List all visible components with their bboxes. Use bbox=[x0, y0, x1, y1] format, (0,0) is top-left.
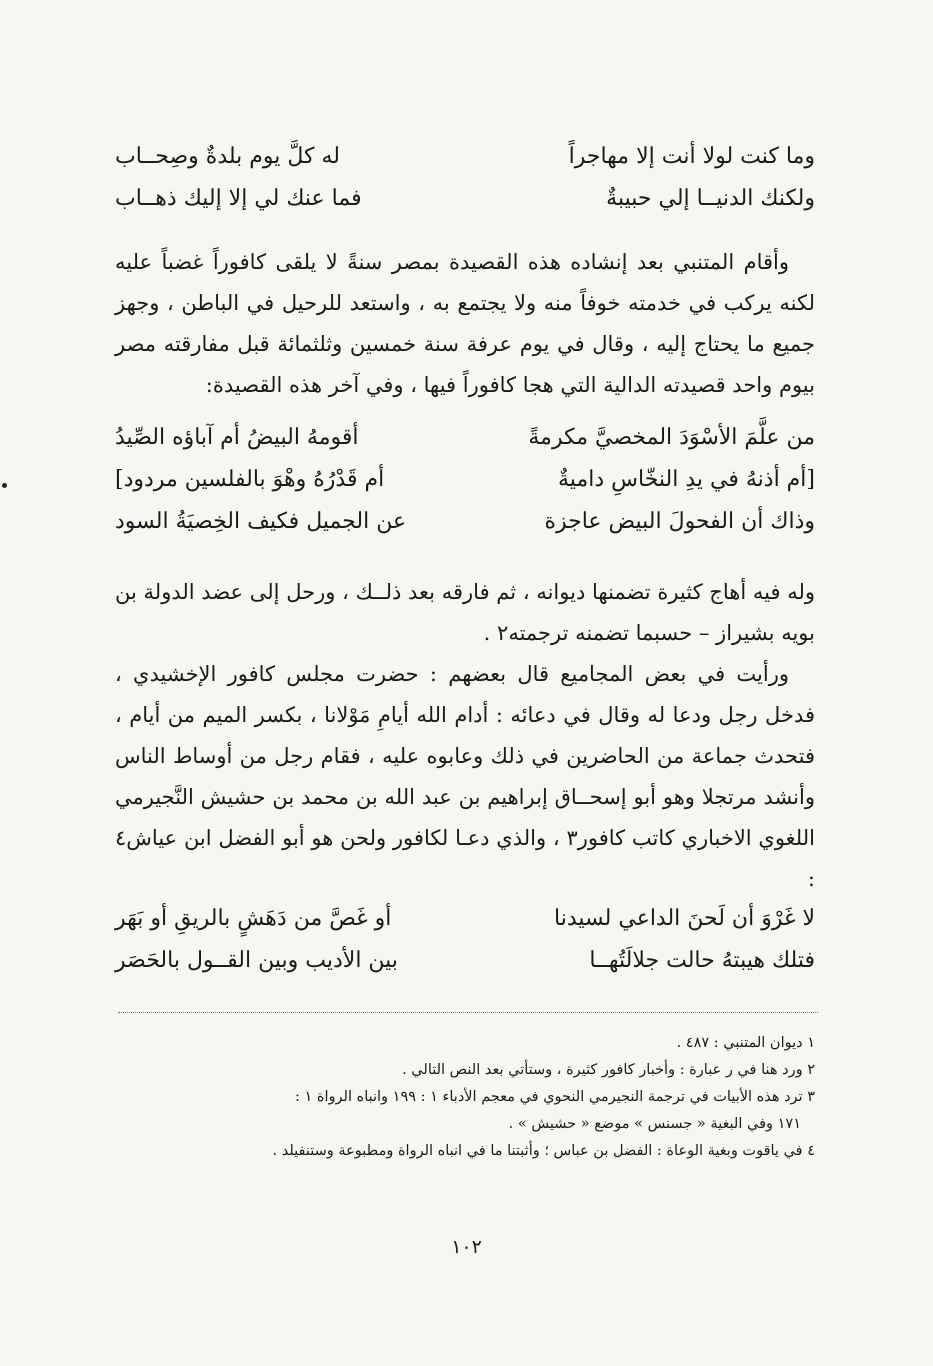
verse-first-hemistich: وذاك أن الفحولَ البيض عاجزة bbox=[544, 509, 815, 534]
paragraph-text: وأقام المتنبي بعد إنشاده هذه القصيدة بمصر سنةً لا يلقى كافوراً غضباً عليه لكنه يركب في خدمته خوفاً منه ولا يجتمع به ، واستعد للرحيل في الباطن ، وجهز جميع ما يحتاج إليه ، وقال في يوم عرفة سنة خمسين وثلثمائة قبل مفارقته مصر بيوم واحد قصيدته الدالية التي هجا كافوراً فيها ، وفي آخر هذه القصيدة: bbox=[115, 250, 815, 397]
page-number: ١٠٢ bbox=[451, 1236, 482, 1258]
verse-second-hemistich: أقومهُ البيضُ أم آباؤه الصِّيدُ bbox=[115, 425, 359, 450]
paragraph-text: ورأيت في بعض المجاميع قال بعضهم : حضرت مجلس كافور الإخشيدي ، فدخل رجل ودعا له وقال في دعائه : أدام الله أيامِ مَوْلانا ، بكسر الميم من أيام ، فتحدث جماعة من الحاضرين في ذلك وعابوه عليه ، فقام رجل من أوساط الناس وأنشد مرتجلا وهو أبو إسحــاق إبراهيم بن عبد الله بن محمد بن حشيش النَّجيرمي اللغوي الاخباري كاتب كافور٣ ، والذي دعـا لكافور ولحن هو أبو الفضل ابن عياش٤ : bbox=[115, 662, 815, 891]
paragraph-2 bbox=[115, 572, 815, 654]
margin-dot bbox=[2, 483, 7, 488]
verse-line bbox=[115, 178, 815, 220]
footnote: ٤ في ياقوت وبغية الوعاة : الفضل بن عباس ؛ وأثبتنا ما في انباه الرواة ومطبوعة وستنفيلد . bbox=[272, 1143, 815, 1159]
footnote: ١ ديوان المتنبي : ٤٨٧ . bbox=[676, 1035, 815, 1051]
paragraph-text: وله فيه أهاج كثيرة تضمنها ديوانه ، ثم فارقه بعد ذلــك ، ورحل إلى عضد الدولة بن بويه بشيراز – حسبما تضمنه ترجمته٢ . bbox=[115, 580, 815, 645]
footnote: ٣ ترد هذه الأبيات في ترجمة النجيرمي النحوي في معجم الأدباء ١ : ١٩٩ وانباه الرواة ١ : bbox=[295, 1089, 815, 1105]
verse-second-hemistich: أم قَدْرُهُ وهْوَ بالفلسين مردود] bbox=[115, 467, 385, 492]
verse-block-3 bbox=[115, 898, 815, 982]
verse-first-hemistich: فتلك هيبتهُ حالت جلالَتُهــا bbox=[589, 948, 815, 973]
verse-block-1 bbox=[115, 136, 815, 220]
footnotes bbox=[115, 1030, 815, 1165]
paragraph-3 bbox=[115, 654, 815, 900]
footnote-divider bbox=[118, 1012, 818, 1013]
verse-second-hemistich: له كلَّ يوم بلدةٌ وصِحــاب bbox=[115, 144, 341, 169]
verse-line bbox=[115, 501, 815, 543]
verse-second-hemistich: عن الجميل فكيف الخِصيَةُ السود bbox=[115, 509, 407, 534]
verse-line bbox=[115, 898, 815, 940]
verse-first-hemistich: وما كنت لولا أنت إلا مهاجراً bbox=[568, 144, 815, 169]
verse-second-hemistich: بين الأديب وبين القــول بالحَصَر bbox=[115, 948, 398, 973]
verse-second-hemistich: فما عنك لي إلا إليك ذهــاب bbox=[115, 186, 362, 211]
verse-first-hemistich: من علَّمَ الأسْوَدَ المخصيَّ مكرمةً bbox=[528, 425, 815, 450]
verse-first-hemistich: [أم أذنهُ في يدِ النخّاسِ داميةٌ bbox=[558, 467, 815, 492]
verse-block-2 bbox=[115, 417, 815, 543]
footnote: ٢ ورد هنا في ر عبارة : وأخبار كافور كثيرة ، وستأتي بعد النص التالي . bbox=[402, 1062, 815, 1078]
verse-first-hemistich: لا غَرْوَ أن لَحنَ الداعي لسيدنا bbox=[554, 906, 815, 931]
verse-line bbox=[115, 136, 815, 178]
paragraph-1 bbox=[115, 242, 815, 406]
verse-second-hemistich: أو غَصَّ من دَهَشٍ بالريقِ أو بَهَر bbox=[115, 906, 392, 931]
verse-line bbox=[115, 417, 815, 459]
verse-line bbox=[115, 459, 815, 501]
verse-first-hemistich: ولكنك الدنيــا إلي حبيبةٌ bbox=[606, 186, 815, 211]
footnote-continuation: ١٧١ وفي البغية « جسنس » موضع « حشيش » . bbox=[508, 1116, 801, 1132]
verse-line bbox=[115, 940, 815, 982]
